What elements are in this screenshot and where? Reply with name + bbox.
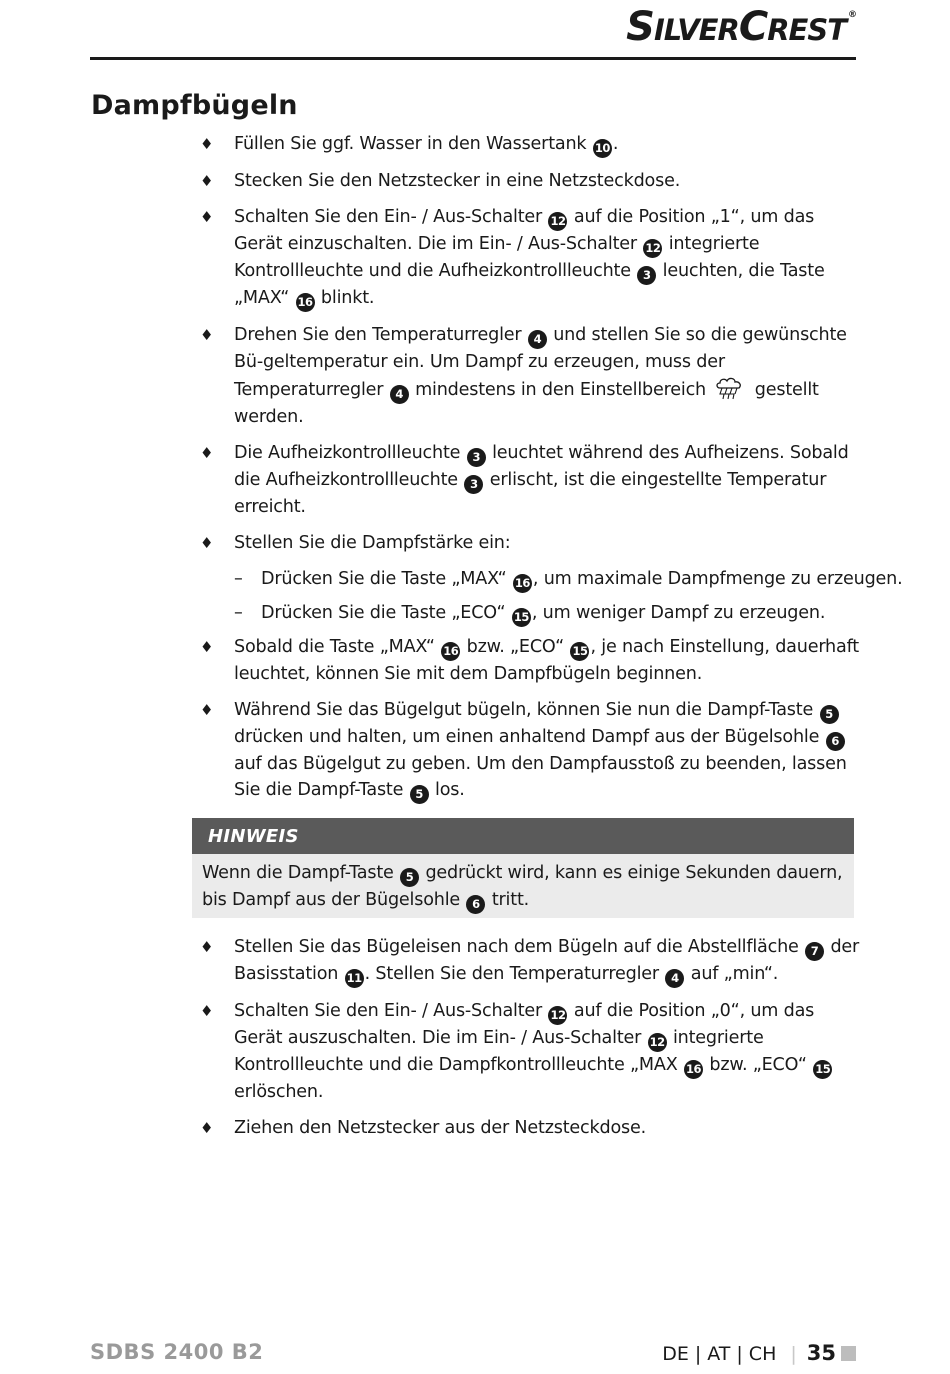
ref-number: 7: [805, 942, 824, 961]
ref-number: 12: [548, 1006, 567, 1025]
steam-setting-icon: [713, 375, 747, 401]
ref-number: 16: [296, 293, 315, 312]
step-unplug: ♦ Ziehen den Netzstecker aus der Netzsteckdose.: [192, 1115, 867, 1141]
page-number: 35: [806, 1341, 836, 1365]
bullet-icon: ♦: [200, 638, 214, 656]
bullet-icon: ♦: [200, 135, 214, 153]
ref-number: 3: [637, 266, 656, 285]
bullet-icon: ♦: [200, 938, 214, 956]
lang-de: DE: [662, 1343, 689, 1365]
step-steam-strength: ♦ Stellen Sie die Dampfstärke ein:: [192, 530, 867, 556]
ref-number: 4: [528, 330, 547, 349]
step-switch-off: ♦ Schalten Sie den Ein- / Aus-Schalter 12 auf die Position „0“, um das Gerät auszuschalten. Die im Ein- / Aus-Schalter 12 integrierte Kontrollleuchte und die Dampfkontrollleuchte „MAX 16 bzw. „ECO“ 15 erlöschen.: [192, 998, 867, 1105]
bullet-icon: ♦: [200, 172, 214, 190]
bullet-icon: ♦: [200, 326, 214, 344]
ref-number: 12: [648, 1033, 667, 1052]
ref-number: 6: [826, 732, 845, 751]
dash-icon: –: [234, 603, 243, 623]
ref-number: 10: [593, 139, 612, 158]
ref-number: 15: [813, 1060, 832, 1079]
ref-number: 12: [643, 239, 662, 258]
bullet-icon: ♦: [200, 444, 214, 462]
ref-number: 6: [466, 895, 485, 914]
bullet-icon: ♦: [200, 1119, 214, 1137]
ref-number: 5: [400, 868, 419, 887]
step-fill-water: ♦ Füllen Sie ggf. Wasser in den Wassertank 10 .: [192, 131, 867, 158]
page-marker-icon: [841, 1346, 856, 1361]
brand-logo: SILVERCREST ®: [626, 4, 856, 50]
step-place-iron: ♦ Stellen Sie das Bügeleisen nach dem Bügeln auf die Abstellfläche 7 der Basisstation 11 . Stellen Sie den Temperaturregler 4 auf „min“.: [192, 934, 867, 988]
lang-at: AT: [707, 1343, 731, 1365]
ref-number: 11: [345, 969, 364, 988]
ref-number: 16: [684, 1060, 703, 1079]
ref-number: 5: [410, 785, 429, 804]
step-switch-on: ♦ Schalten Sie den Ein- / Aus-Schalter 12 auf die Position „1“, um das Gerät einzuschalten. Die im Ein- / Aus-Schalter 12 integrierte Kontrollleuchte und die Aufheizkontrollleuchte 3 leuchten, die Taste „MAX“ 16 blinkt.: [192, 204, 867, 312]
page-title: Dampfbügeln: [91, 90, 298, 121]
note-box: [192, 818, 854, 918]
substep-max: – Drücken Sie die Taste „MAX“ 16 , um maximale Dampfmenge zu erzeugen.: [192, 566, 867, 593]
ref-number: 15: [570, 642, 589, 661]
lang-ch: CH: [748, 1343, 777, 1365]
ref-number: 4: [390, 385, 409, 404]
instruction-list: [192, 131, 903, 1151]
ref-number: 3: [464, 475, 483, 494]
bullet-icon: ♦: [200, 208, 214, 226]
footer-model-number: SDBS 2400 B2: [90, 1340, 264, 1364]
header-rule: [90, 57, 856, 60]
dash-icon: –: [234, 569, 243, 589]
bullet-icon: ♦: [200, 534, 214, 552]
footer-page-info: DE | AT | CH | 35: [662, 1341, 856, 1365]
bullet-icon: ♦: [200, 701, 214, 719]
step-steam-button: ♦ Während Sie das Bügelgut bügeln, können Sie nun die Dampf-Taste 5 drücken und halten, um einen anhaltend Dampf aus der Bügelsohle 6 auf das Bügelgut zu geben. Um den Dampfausstoß zu beenden, lassen Sie die Dampf-Taste 5 los.: [192, 697, 867, 804]
step-plug-in: ♦ Stecken Sie den Netzstecker in eine Netzsteckdose.: [192, 168, 867, 194]
step-start-ironing: ♦ Sobald die Taste „MAX“ 16 bzw. „ECO“ 15 , je nach Einstellung, dauerhaft leuchtet, können Sie mit dem Dampfbügeln beginnen.: [192, 634, 867, 687]
ref-number: 12: [548, 212, 567, 231]
ref-number: 15: [512, 608, 531, 627]
ref-number: 16: [513, 574, 532, 593]
substep-eco: – Drücken Sie die Taste „ECO“ 15 , um weniger Dampf zu erzeugen.: [192, 600, 867, 627]
step-temperature: ♦ Drehen Sie den Temperaturregler 4 und stellen Sie so die gewünschte Bü-geltemperatur ein. Um Dampf zu erzeugen, muss der Temperaturregler 4 mindestens in den Einstellbereich gestellt werden.: [192, 322, 867, 430]
bullet-icon: ♦: [200, 1002, 214, 1020]
ref-number: 5: [820, 705, 839, 724]
step-heating: ♦ Die Aufheizkontrollleuchte 3 leuchtet während des Aufheizens. Sobald die Aufheizkontrollleuchte 3 erlischt, ist die eingestellte Temperatur erreicht.: [192, 440, 867, 520]
ref-number: 4: [665, 969, 684, 988]
note-text: Wenn die Dampf-Taste 5 gedrückt wird, kann es einige Sekunden dauern, bis Dampf aus der Bügelsohle 6 tritt.: [192, 854, 854, 918]
ref-number: 16: [441, 642, 460, 661]
note-heading: HINWEIS: [192, 818, 854, 854]
ref-number: 3: [467, 448, 486, 467]
